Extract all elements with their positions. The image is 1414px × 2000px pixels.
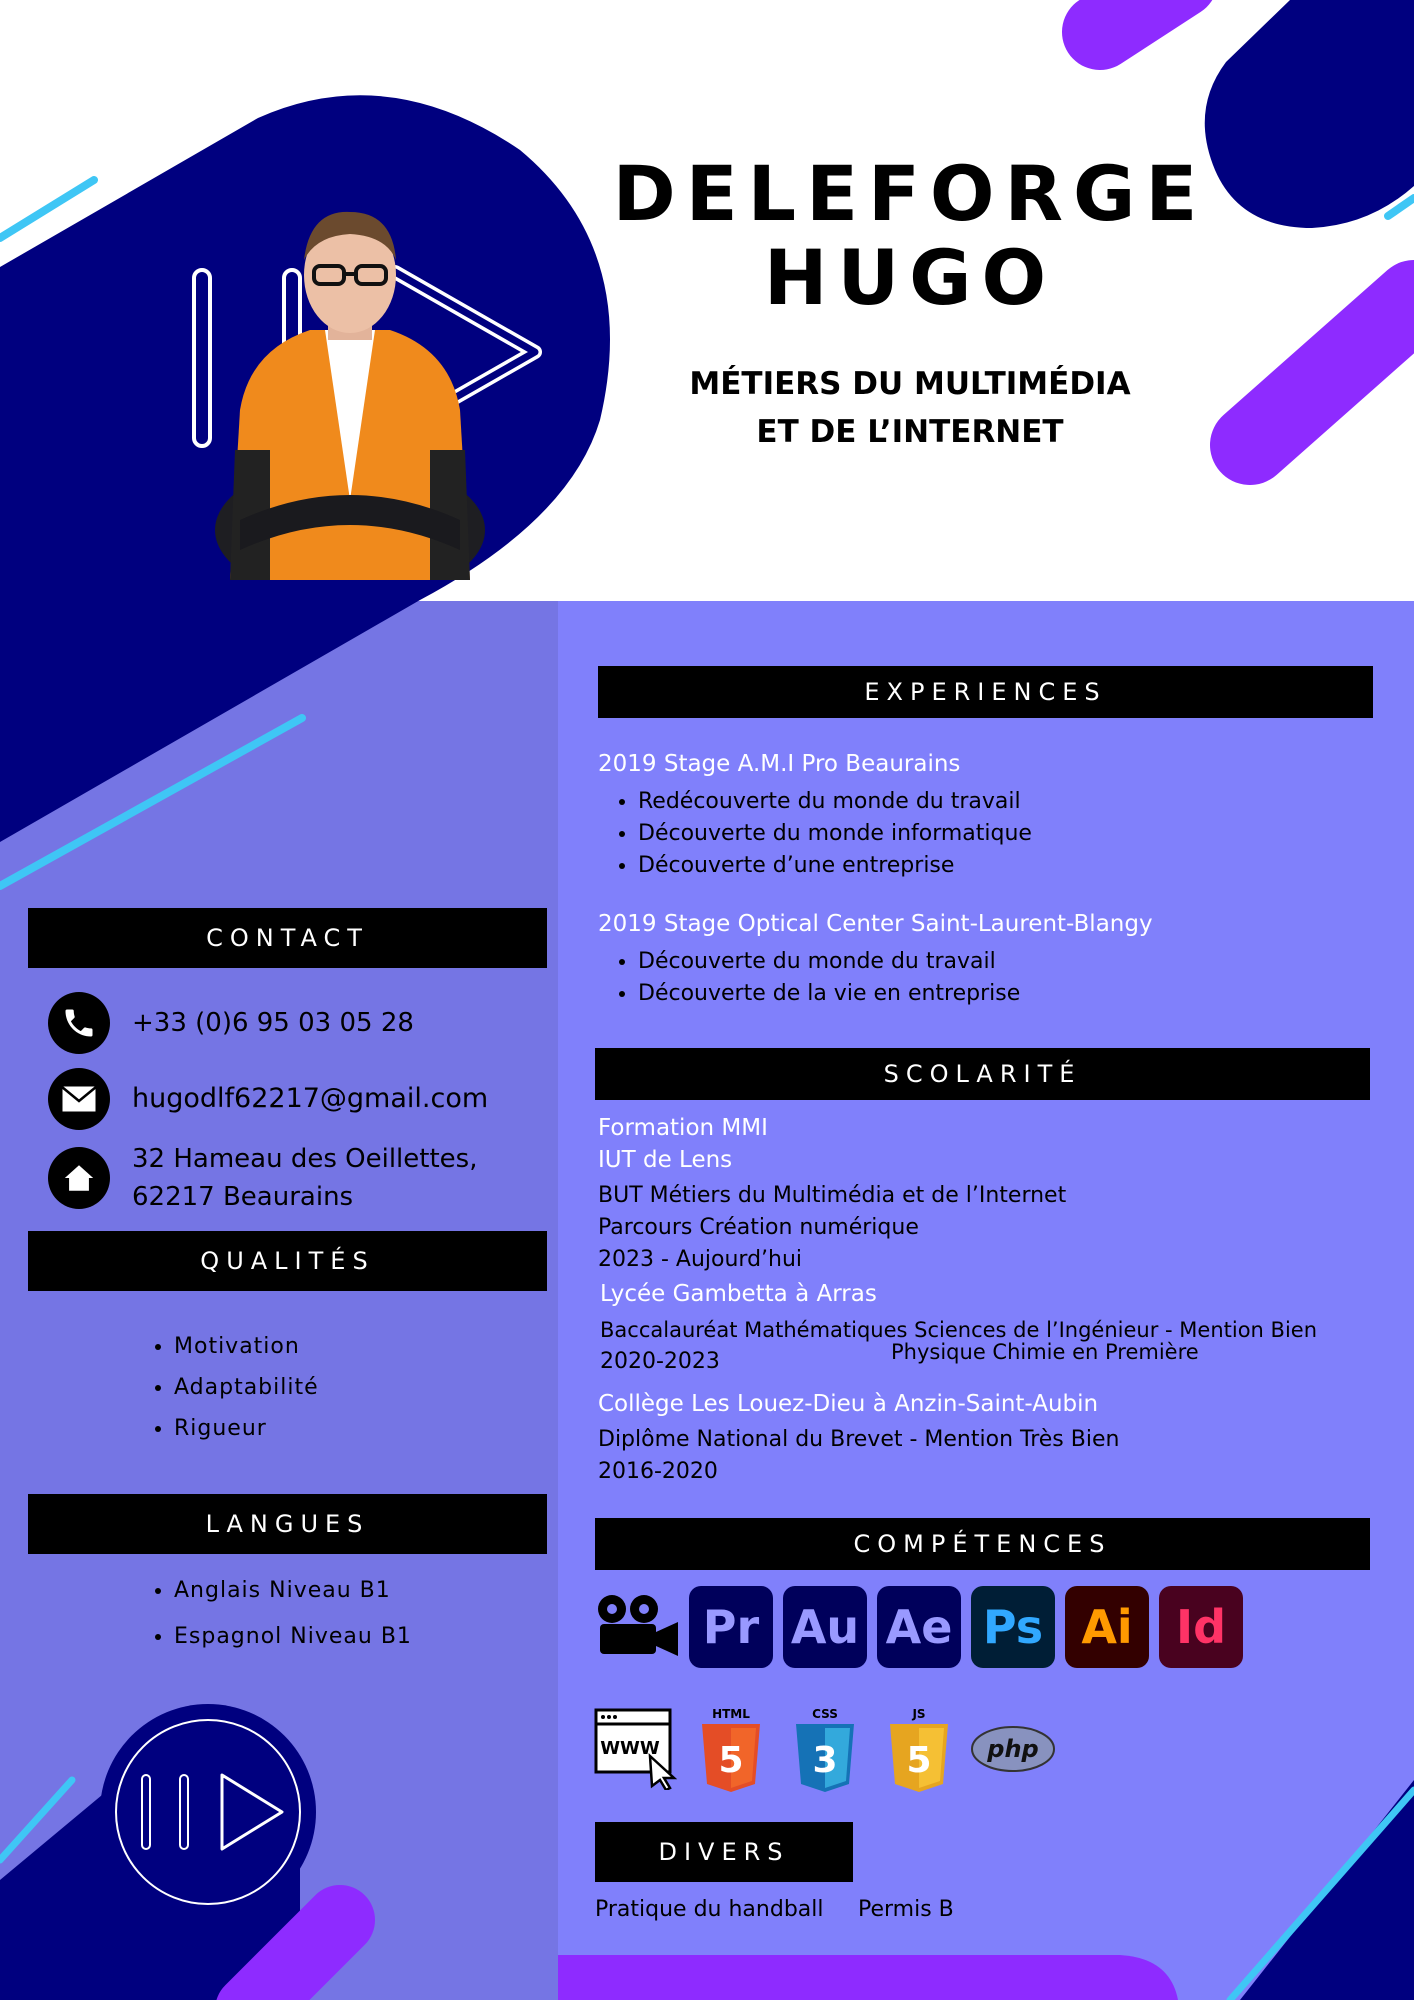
php-icon <box>970 1724 1056 1774</box>
lycee-heading: Lycée Gambetta à Arras <box>600 1281 877 1307</box>
college-heading: Collège Les Louez-Dieu à Anzin-Saint-Aubin <box>598 1391 1099 1417</box>
lycee-detail2: Physique Chimie en Première <box>891 1340 1199 1364</box>
divers-title: DIVERS <box>595 1822 853 1882</box>
experiences-title: EXPERIENCES <box>598 666 1373 718</box>
indesign-label: Id <box>1175 1600 1227 1654</box>
www-browser-icon <box>594 1706 680 1790</box>
mmi-line2: IUT de Lens <box>598 1147 733 1173</box>
purple-bottom-band <box>558 1955 1178 2000</box>
mail-icon <box>48 1068 110 1130</box>
experience-list <box>608 786 1032 882</box>
html-number: 5 <box>718 1740 744 1781</box>
first-name: HUGO <box>763 233 1057 322</box>
video-camera-icon <box>594 1594 680 1660</box>
experience-list <box>608 946 1020 1010</box>
college-dates: 2016-2020 <box>598 1459 718 1484</box>
lycee-dates: 2020-2023 <box>600 1349 720 1374</box>
lycee-detail1: Baccalauréat Mathématiques Sciences de l’Ingénieur - Mention Bien <box>600 1318 1318 1342</box>
purple-pill <box>1250 300 1414 445</box>
photoshop-icon <box>971 1586 1055 1668</box>
subtitle-line1: MÉTIERS DU MULTIMÉDIA <box>689 366 1131 402</box>
profile-photo <box>210 200 490 580</box>
mmi-line1: Formation MMI <box>598 1115 768 1141</box>
contact-email-row <box>48 1068 488 1130</box>
competences-title: COMPÉTENCES <box>595 1518 1370 1570</box>
divers-item-permis: Permis B <box>858 1897 954 1922</box>
qualite-item: • Adaptabilité <box>174 1367 319 1408</box>
langues-title: LANGUES <box>28 1494 547 1554</box>
qualites-title: QUALITÉS <box>28 1231 547 1291</box>
purple-pill <box>1100 0 1180 32</box>
experience-item: • Découverte de la vie en entreprise <box>638 978 1020 1010</box>
subtitle-line2: ET DE L’INTERNET <box>756 414 1064 450</box>
photoshop-label: Ps <box>982 1600 1044 1654</box>
contact-address <box>132 1140 477 1216</box>
home-icon <box>48 1147 110 1209</box>
divers-item-handball: Pratique du handball <box>595 1897 824 1922</box>
js-number: 5 <box>906 1740 932 1781</box>
premiere-pro-label: Pr <box>702 1600 760 1654</box>
experience-item: • Découverte du monde du travail <box>638 946 1020 978</box>
premiere-pro-icon <box>689 1586 773 1668</box>
qualites-list <box>144 1326 319 1449</box>
experience-item: • Découverte d’une entreprise <box>638 850 1032 882</box>
css-label: CSS <box>812 1707 838 1721</box>
contact-title: CONTACT <box>28 908 547 968</box>
illustrator-label: Ai <box>1081 1600 1133 1654</box>
php-label: php <box>987 1735 1039 1763</box>
langue-item: • Anglais Niveau B1 <box>174 1568 412 1614</box>
contact-phone-row <box>48 992 414 1054</box>
phone-icon <box>48 992 110 1054</box>
experience-item: • Découverte du monde informatique <box>638 818 1032 850</box>
contact-address-row <box>48 1140 477 1216</box>
css3-icon <box>790 1706 860 1794</box>
audition-label: Au <box>790 1600 860 1654</box>
last-name: DELEFORGE <box>612 149 1208 238</box>
college-detail: Diplôme National du Brevet - Mention Très Bien <box>598 1427 1120 1452</box>
langues-list <box>144 1568 412 1660</box>
www-label: WWW <box>600 1738 660 1759</box>
indesign-icon <box>1159 1586 1243 1668</box>
audition-icon <box>783 1586 867 1668</box>
html5-icon <box>696 1706 766 1794</box>
after-effects-icon <box>877 1586 961 1668</box>
address-line1: 32 Hameau des Oeillettes, <box>132 1144 478 1174</box>
javascript-icon <box>884 1706 954 1794</box>
after-effects-label: Ae <box>885 1600 953 1654</box>
experience-item: • Redécouverte du monde du travail <box>638 786 1032 818</box>
langue-item: • Espagnol Niveau B1 <box>174 1614 412 1660</box>
mmi-detail1: BUT Métiers du Multimédia et de l’Internet <box>598 1183 1067 1208</box>
experience-heading: 2019 Stage Optical Center Saint-Laurent-Blangy <box>598 911 1153 937</box>
contact-email[interactable]: hugodlf62217@gmail.com <box>132 1083 489 1114</box>
css-number: 3 <box>812 1740 838 1781</box>
js-label: JS <box>912 1707 926 1721</box>
qualite-item: • Rigueur <box>174 1408 319 1449</box>
contact-phone[interactable]: +33 (0)6 95 03 05 28 <box>132 1008 414 1038</box>
qualite-item: • Motivation <box>174 1326 319 1367</box>
address-line2: 62217 Beaurains <box>132 1182 354 1212</box>
illustrator-icon <box>1065 1586 1149 1668</box>
mmi-detail2: Parcours Création numérique <box>598 1215 919 1240</box>
scolarite-title: SCOLARITÉ <box>595 1048 1370 1100</box>
experience-heading: 2019 Stage A.M.I Pro Beaurains <box>598 751 961 777</box>
html-label: HTML <box>712 1707 750 1721</box>
mmi-dates: 2023 - Aujourd’hui <box>598 1247 803 1272</box>
